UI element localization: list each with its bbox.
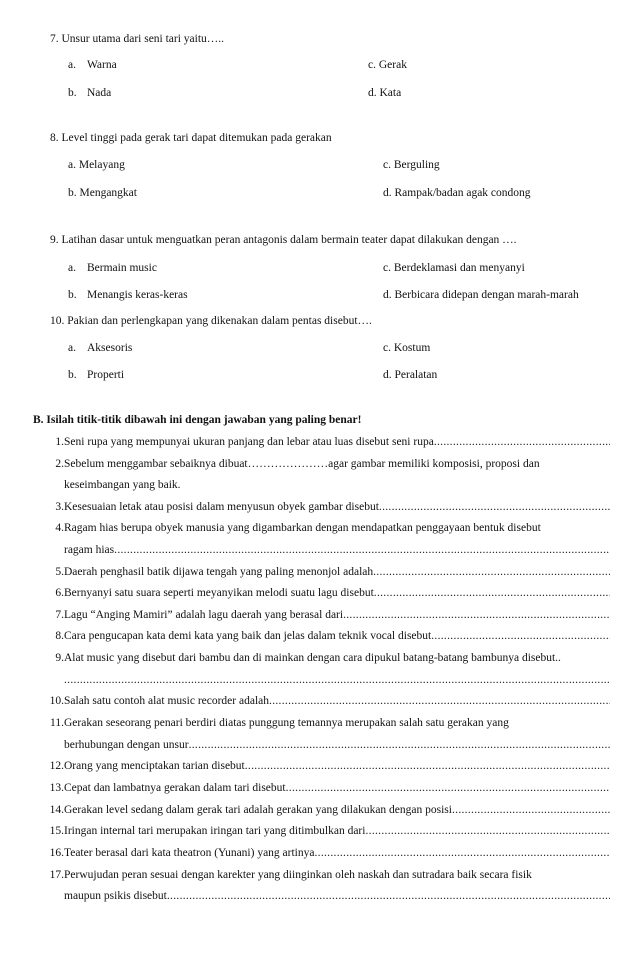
item-number: 10. [49,695,64,707]
item-number: 17. [49,869,64,881]
item-text: Sebelum menggambar sebaiknya dibuat…………………agar gambar memiliki komposisi, proposi dan [64,458,540,470]
item-text-continued: ragam hias..... [64,543,610,557]
answer-blank[interactable] [64,674,610,686]
item-text: Gerakan seseorang penari berdiri diatas punggung temannya merupakan salah satu gerakan yang [64,717,509,729]
answer-blank[interactable] [286,782,610,794]
q10-option-d: d. Peralatan [383,369,438,381]
item-number: 4. [55,522,64,534]
answer-blank[interactable] [269,695,610,707]
q8-option-d: d. Rampak/badan agak condong [383,187,531,199]
item-number: 15. [49,825,64,837]
answer-blank[interactable] [365,825,610,837]
item-text: Teater berasal dari kata theatron (Yunani) yang artinya..... [64,846,610,860]
q9-option-c: c. Berdeklamasi dan menyanyi [383,262,525,274]
q7-option-b-letter: b. [68,87,77,99]
item-text: Gerakan level sedang dalam gerak tari adalah gerakan yang dilakukan dengan posisi..... [64,803,610,817]
q7-option-a: Warna [87,59,117,71]
q9-option-b: Menangis keras-keras [87,289,188,301]
answer-blank[interactable] [431,630,610,642]
answer-blank[interactable] [314,847,610,859]
q9-option-a-letter: a. [68,262,76,274]
item-text: Bernyanyi satu suara seperti meyanyikan melodi suatu lagu disebut..... [64,586,610,600]
question-7: 7. Unsur utama dari seni tari yaitu….. [50,33,225,45]
answer-blank[interactable] [343,609,610,621]
item-number: 14. [49,804,64,816]
q10-option-c: c. Kostum [383,342,431,354]
item-number: 8. [55,630,64,642]
q7-option-d: d. Kata [368,87,402,99]
q9-option-a: Bermain music [87,262,157,274]
q9-option-b-letter: b. [68,289,77,301]
section-b-title: B. Isilah titik-titik dibawah ini dengan jawaban yang paling benar! [33,414,362,426]
question-9: 9. Latihan dasar untuk menguatkan peran antagonis dalam bermain teater dapat dilakukan dengan …. [50,234,517,246]
answer-blank[interactable] [379,501,610,513]
item-number: 16. [49,847,64,859]
item-text: Ragam hias berupa obyek manusia yang digambarkan dengan mendapatkan penggayaan bentuk disebut [64,522,541,534]
item-number: 13. [49,782,64,794]
item-number: 5. [55,566,64,578]
item-number: 1. [55,436,64,448]
answer-blank[interactable] [434,436,610,448]
answer-blank[interactable] [167,890,610,902]
answer-blank[interactable] [189,739,610,751]
item-number: 6. [55,587,64,599]
item-text: Daerah penghasil batik dijawa tengah yang paling menonjol adalah..... [64,565,610,579]
answer-blank[interactable] [452,804,610,816]
q10-option-a: Aksesoris [87,342,133,354]
q7-option-b: Nada [87,87,112,99]
item-text: Seni rupa yang mempunyai ukuran panjang dan lebar atau luas disebut seni rupa..... [64,435,610,449]
q8-option-a: a. Melayang [68,159,125,171]
item-number: 2. [55,458,64,470]
item-text: Orang yang menciptakan tarian disebut..... [64,759,610,773]
q10-option-b: Properti [87,369,125,381]
item-number: 9. [55,652,64,664]
question-8: 8. Level tinggi pada gerak tari dapat ditemukan pada gerakan [50,132,332,144]
answer-blank[interactable] [373,566,610,578]
item-number: 12. [49,760,64,772]
item-text: Cepat dan lambatnya gerakan dalam tari disebut..... [64,781,610,795]
item-text-continued: berhubungan dengan unsur..... [64,738,610,752]
item-text-continued: keseimbangan yang baik. [64,479,181,491]
question-10: 10. Pakian dan perlengkapan yang dikenakan dalam pentas disebut…. [50,315,372,327]
item-text: Salah satu contoh alat music recorder adalah..... [64,694,610,708]
item-text: Lagu “Anging Mamiri” adalah lagu daerah yang berasal dari..... [64,608,610,622]
item-text: Kesesuaian letak atau posisi dalam menyusun obyek gambar disebut..... [64,500,610,514]
item-number: 3. [55,501,64,513]
q9-option-d: d. Berbicara didepan dengan marah-marah [383,289,579,301]
q8-option-c: c. Berguling [383,159,440,171]
item-text-continued [64,673,610,687]
q10-option-b-letter: b. [68,369,77,381]
answer-blank[interactable] [245,760,610,772]
item-number: 11. [50,717,64,729]
item-text: Perwujudan peran sesuai dengan karekter yang diinginkan oleh naskah dan sutradara baik secara fisik [64,869,532,881]
item-text: Iringan internal tari merupakan iringan tari yang ditimbulkan dari..... [64,824,610,838]
answer-blank[interactable] [114,544,610,556]
item-text-continued: maupun psikis disebut..... [64,889,610,903]
item-number: 7. [55,609,64,621]
q7-option-a-letter: a. [68,59,76,71]
q7-option-c: c. Gerak [368,59,407,71]
answer-blank[interactable] [374,587,610,599]
q10-option-a-letter: a. [68,342,76,354]
item-text: Alat music yang disebut dari bambu dan di mainkan dengan cara dipukul batang-batang bambunya disebut.. [64,652,561,664]
q8-option-b: b. Mengangkat [68,187,137,199]
item-text: Cara pengucapan kata demi kata yang baik dan jelas dalam teknik vocal disebut..... [64,629,610,643]
